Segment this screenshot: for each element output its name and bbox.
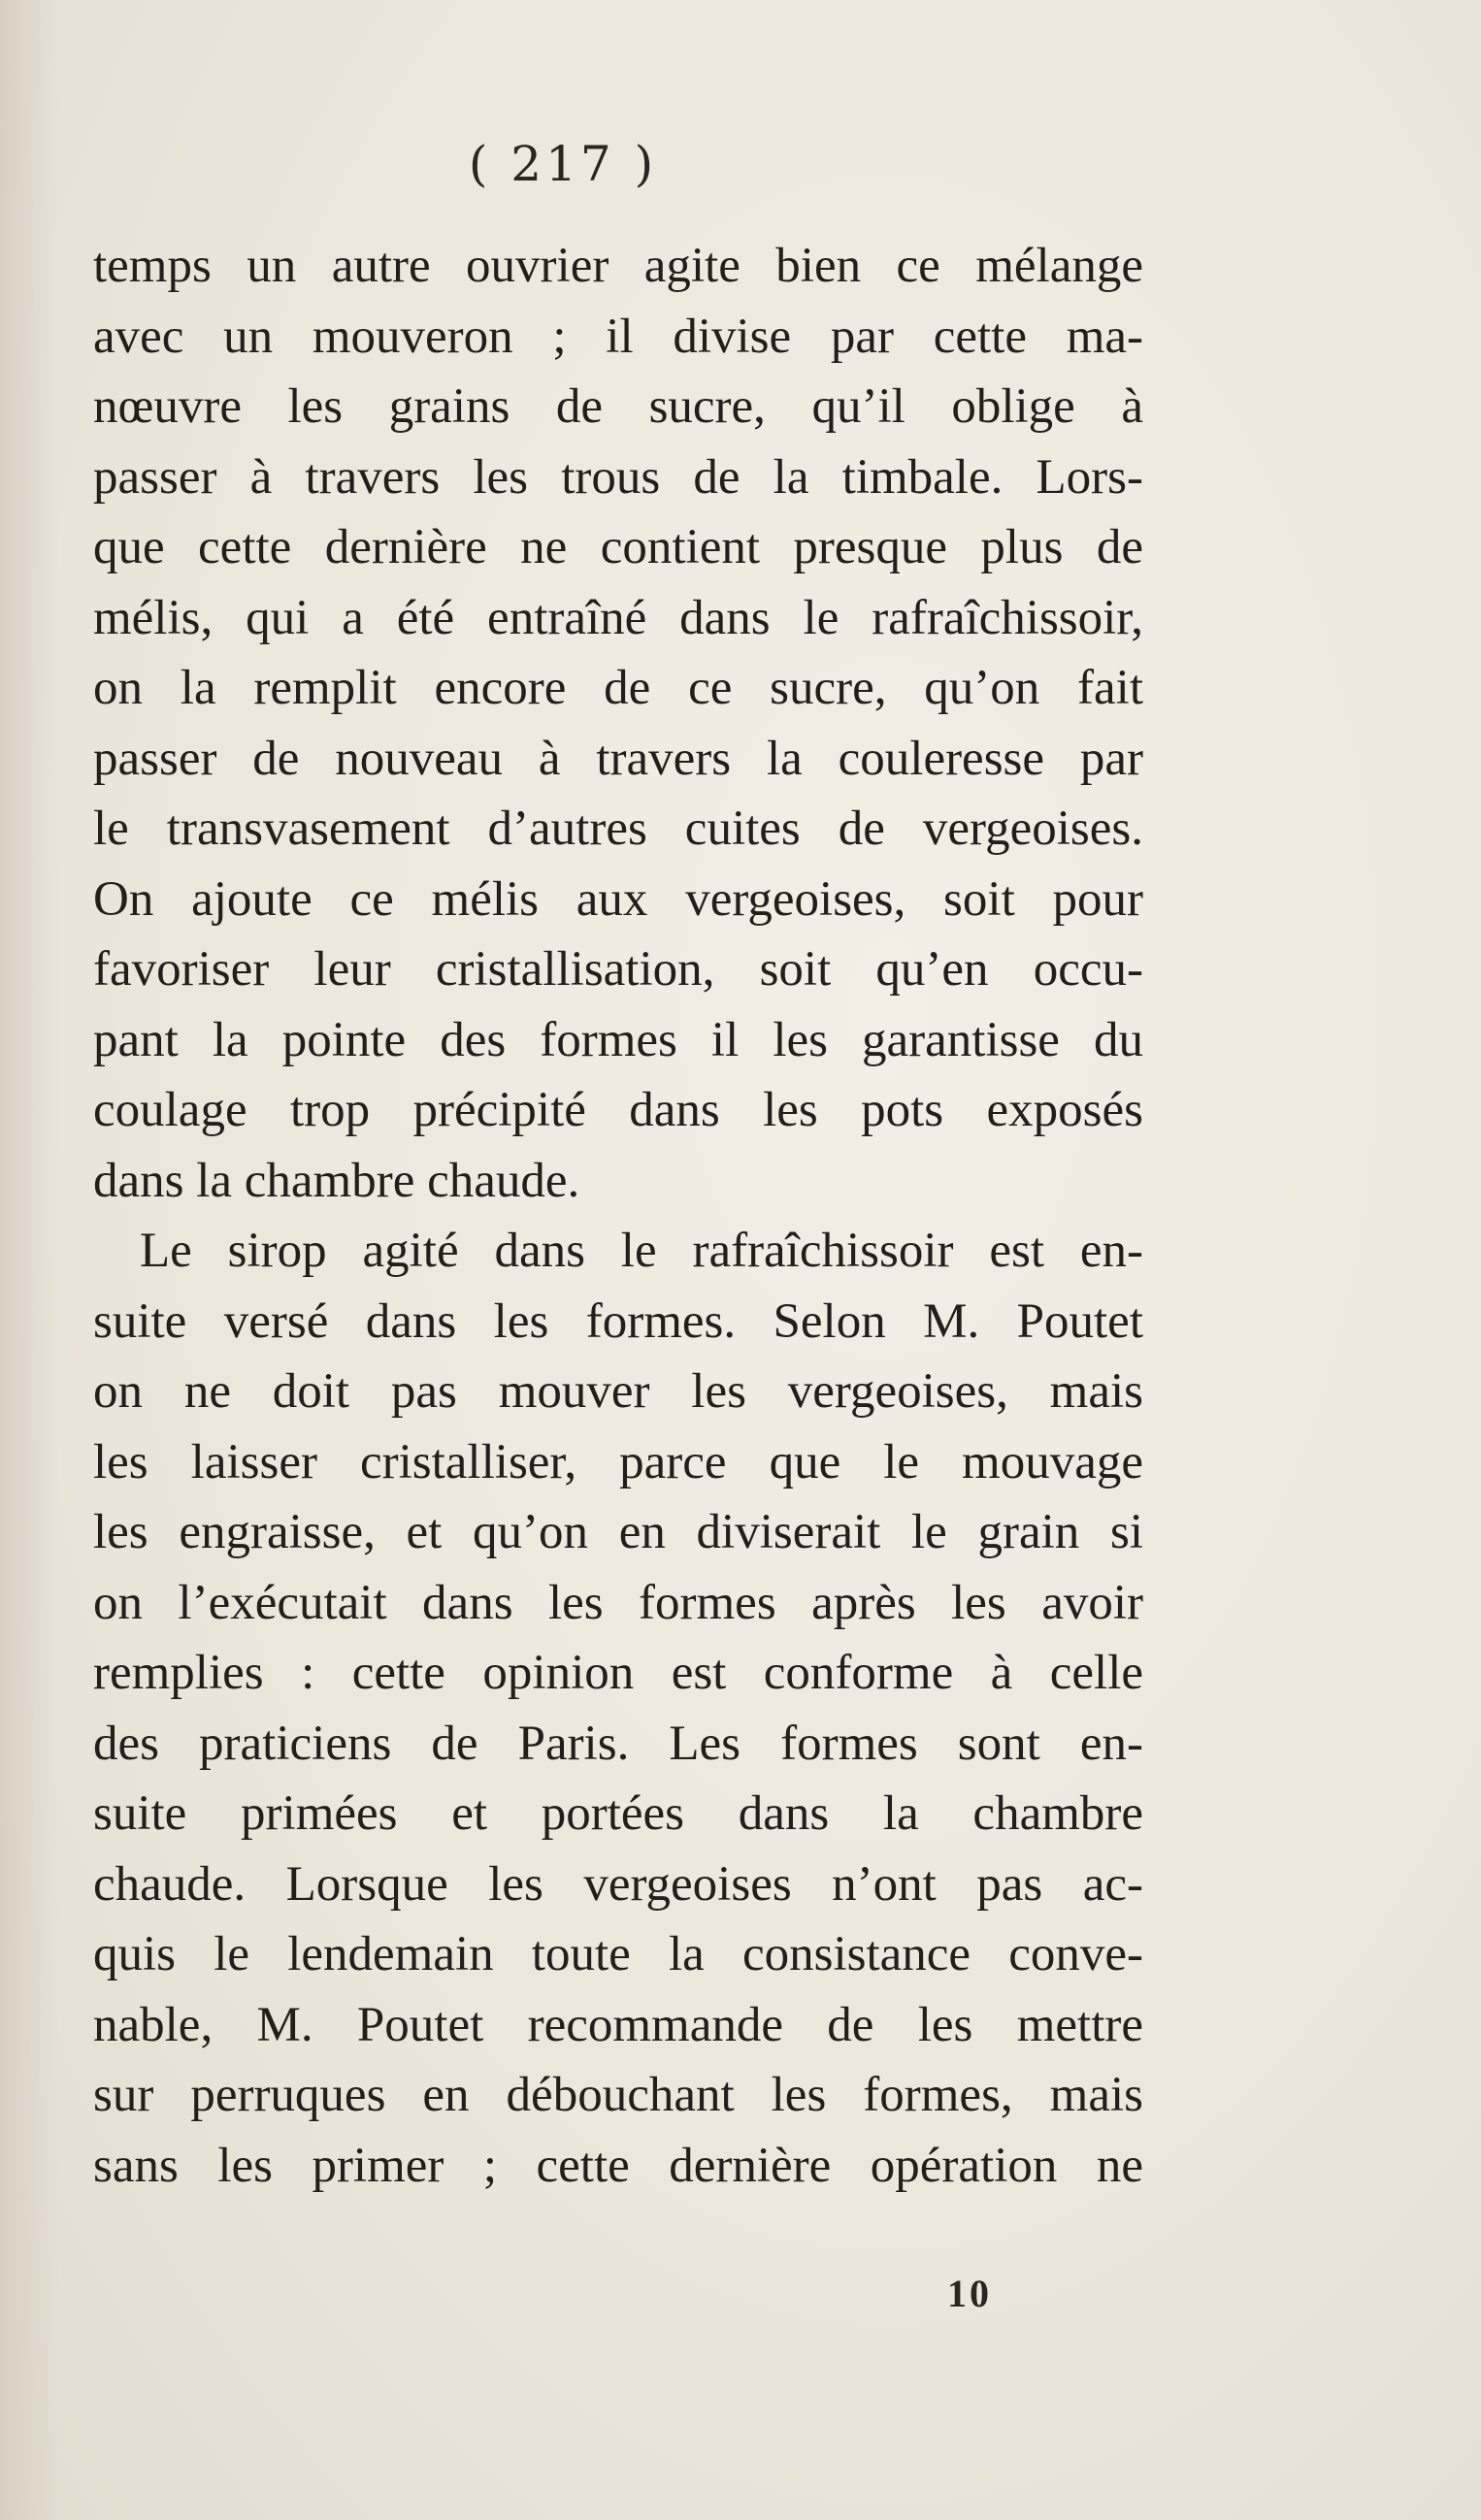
text-line: On ajoute ce mélis aux vergeoises, soit pour bbox=[93, 871, 1143, 927]
paragraph-start-line: Le sirop agité dans le rafraîchissoir est en- bbox=[140, 1224, 1143, 1278]
text-line: que cette dernière ne contient presque plus de bbox=[93, 520, 1143, 574]
gutter-shadow bbox=[0, 0, 58, 2520]
text-line: on ne doit pas mouver les vergeoises, mais bbox=[93, 1364, 1143, 1419]
text-line: coulage trop précipité dans les pots exposés bbox=[93, 1083, 1143, 1137]
text-line: nable, M. Poutet recommande de les mettre bbox=[93, 1997, 1143, 2052]
text-line: on la remplit encore de ce sucre, qu’on fait bbox=[93, 661, 1143, 715]
text-line: pant la pointe des formes il les garantisse du bbox=[93, 1012, 1143, 1067]
text-line: les engraisse, et qu’on en diviserait le grain si bbox=[93, 1505, 1143, 1559]
paragraph-end-line: dans la chambre chaude. bbox=[93, 1153, 580, 1208]
text-line: avec un mouveron ; il divise par cette ma- bbox=[93, 309, 1143, 364]
text-line: sans les primer ; cette dernière opération ne bbox=[93, 2138, 1143, 2193]
text-line: les laisser cristalliser, parce que le mouvage bbox=[93, 1434, 1143, 1489]
text-line: passer de nouveau à travers la couleresse par bbox=[93, 731, 1143, 786]
text-line: remplies : cette opinion est conforme à celle bbox=[93, 1646, 1143, 1700]
text-line: mélis, qui a été entraîné dans le rafraîchissoir, bbox=[93, 590, 1143, 645]
text-line: chaude. Lorsque les vergeoises n’ont pas ac- bbox=[93, 1856, 1143, 1912]
text-line: temps un autre ouvrier agite bien ce mélange bbox=[93, 239, 1143, 293]
text-line: des praticiens de Paris. Les formes sont en- bbox=[93, 1716, 1143, 1771]
page-number: ( 217 ) bbox=[468, 136, 658, 192]
text-line: nœuvre les grains de sucre, qu’il oblige à bbox=[93, 379, 1143, 434]
text-line: suite versé dans les formes. Selon M. Poutet bbox=[93, 1293, 1143, 1349]
text-line: suite primées et portées dans la chambre bbox=[93, 1786, 1143, 1841]
body-text bbox=[93, 231, 1143, 2201]
signature-mark: 10 bbox=[947, 2272, 992, 2315]
text-line: passer à travers les trous de la timbale. Lors- bbox=[93, 449, 1143, 505]
text-line: quis le lendemain toute la consistance conve- bbox=[93, 1927, 1143, 1981]
text-line: on l’exécutait dans les formes après les avoir bbox=[93, 1575, 1143, 1630]
text-line: favoriser leur cristallisation, soit qu’en occu- bbox=[93, 942, 1143, 997]
text-line: le transvasement d’autres cuites de vergeoises. bbox=[93, 802, 1143, 856]
text-line: sur perruques en débouchant les formes, mais bbox=[93, 2068, 1143, 2122]
